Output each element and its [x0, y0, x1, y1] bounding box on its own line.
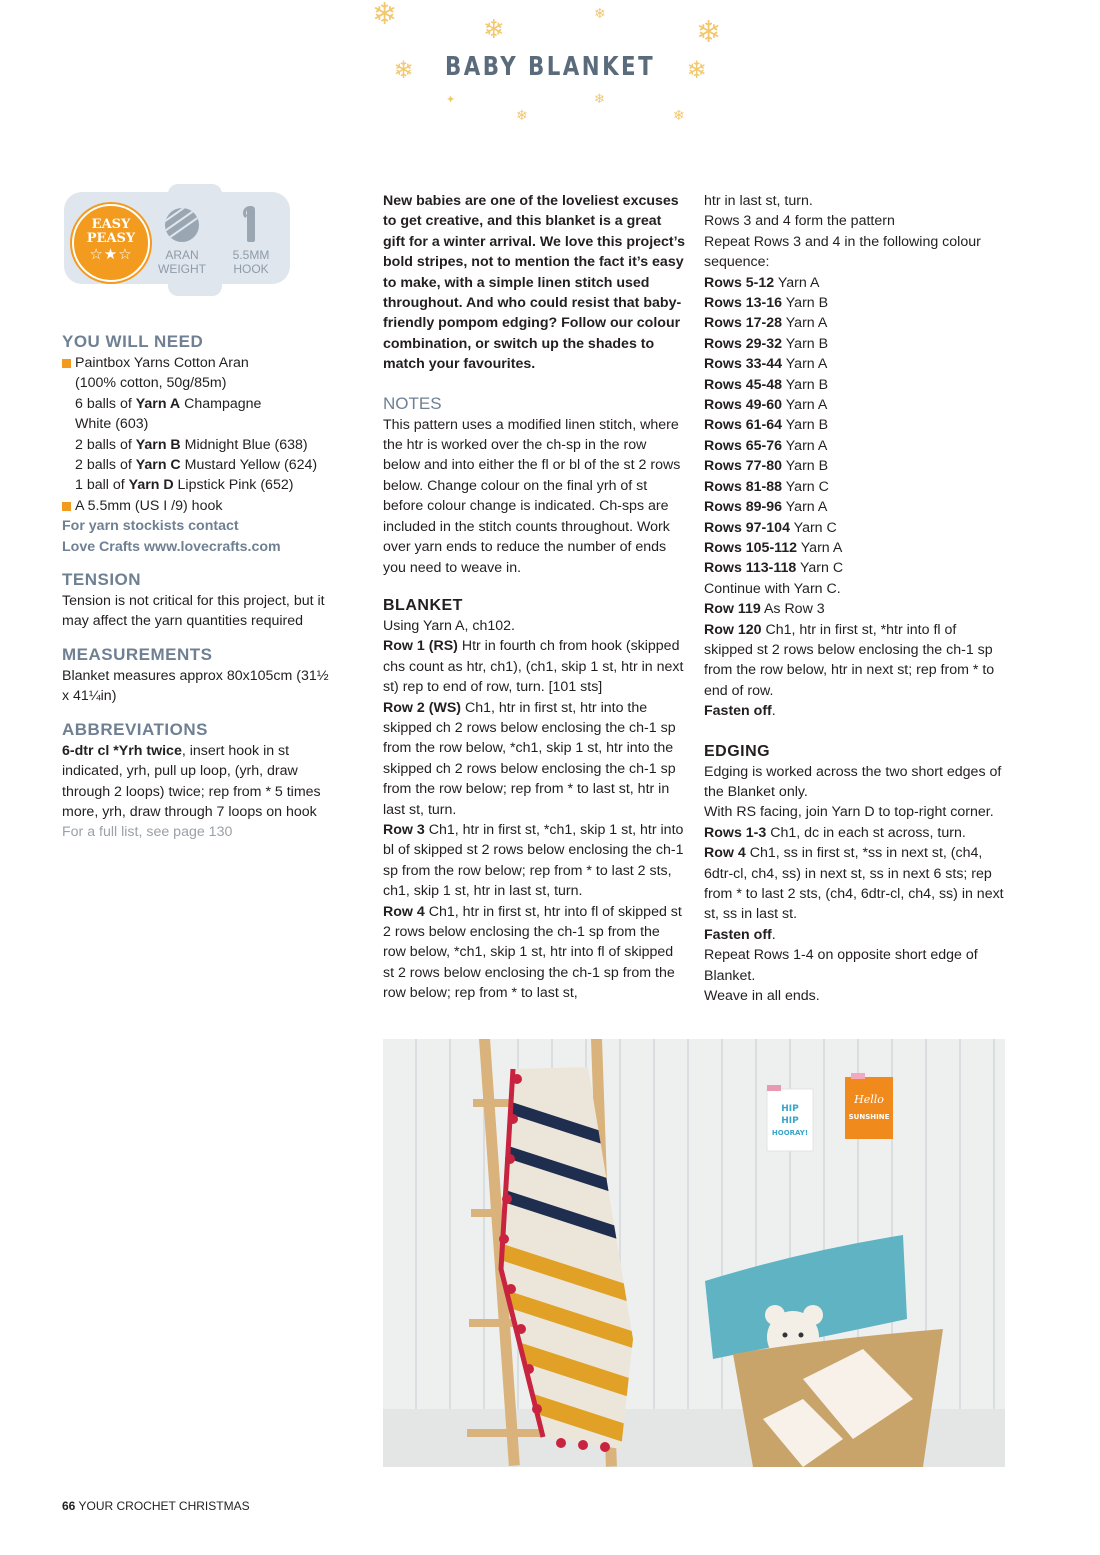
intro-text: New babies are one of the loveliest excuses to get creative, and this blanket is a great gift for a winter arrival. We love this project’s bold stripes, not to mention the fact it’s easy to make, with a simple linen stitch used throughout. And who could resist that baby-friendly pompom edging? Follow our colour combination, or switch up the shades to match your favourites.: [383, 193, 685, 373]
sequence-yarn: Yarn A: [797, 539, 843, 556]
colour-sequence-item: [704, 375, 1006, 395]
sequence-rows: Rows 97-104: [704, 519, 790, 536]
page-header: [0, 52, 1100, 85]
yarn-detail: (100% cotton, 50g/85m): [75, 375, 227, 392]
sequence-rows: Rows 89-96: [704, 499, 783, 516]
row-1: [383, 636, 685, 697]
hook-size: [224, 206, 278, 276]
colour-sequence-item: [704, 558, 1006, 578]
sequence-yarn: Yarn C: [782, 478, 829, 495]
row-4: [383, 902, 685, 1004]
sequence-yarn: Yarn A: [782, 356, 828, 373]
row-instructions: As Row 3: [760, 601, 825, 618]
materials-list-item: [62, 353, 330, 496]
snowflake-icon: ✦: [446, 94, 456, 106]
hook-size-line1: 5.5MM: [232, 248, 270, 262]
sequence-yarn: Yarn C: [796, 560, 844, 577]
stockists-line1: For yarn stockists contact: [62, 518, 239, 535]
yarn-b-colour: Midnight Blue (638): [180, 436, 308, 453]
blanket-scene-illustration: [383, 1039, 1005, 1467]
sequence-yarn: Yarn A: [774, 274, 820, 291]
sequence-yarn: Yarn A: [782, 315, 828, 332]
yarn-a-colour: Champagne: [180, 395, 262, 412]
sequence-rows: Rows 113-118: [704, 560, 797, 577]
sequence-rows: Rows 77-80: [704, 458, 783, 475]
sequence-yarn: Yarn A: [782, 397, 828, 414]
snowflake-icon: ❄: [372, 0, 398, 31]
crochet-hook-icon: [247, 206, 255, 242]
snowflake-icon: ❄: [594, 91, 605, 106]
sequence-rows: Rows 33-44: [704, 356, 783, 373]
sequence-rows: Rows 13-16: [704, 295, 783, 312]
sequence-yarn: Yarn B: [782, 295, 829, 312]
abbreviations-heading: ABBREVIATIONS: [62, 719, 208, 739]
sequence-yarn: Yarn B: [782, 335, 829, 352]
row-120: [704, 620, 1006, 702]
row-label: Row 1 (RS): [383, 638, 458, 655]
row-label: Row 4: [704, 845, 746, 862]
row-119: [704, 599, 1006, 619]
colour-sequence-item: [704, 518, 1006, 538]
fasten-off-label: Fasten off: [704, 703, 772, 720]
colour-sequence-item: [704, 293, 1006, 313]
row-label: Rows 1-3: [704, 824, 767, 841]
sidebar-info: [62, 331, 330, 843]
abbreviation-term: 6-dtr cl *Yrh twice: [62, 742, 182, 759]
row-instructions: Ch1, htr in first st, htr into fl of skipped st 2 rows below enclosing the ch-1 sp from the row below, *ch1, skip 1 st, htr into fl of skipped st 2 rows below enclosing the ch-1 sp from the row below; rep from * to last st,: [383, 903, 682, 1002]
yarn-b-name: Yarn B: [135, 436, 181, 453]
difficulty-line1: EASY: [91, 217, 131, 232]
sequence-rows: Rows 61-64: [704, 417, 783, 434]
snowflake-icon: ❄: [483, 14, 505, 44]
snowflake-icon: ❄: [696, 16, 722, 49]
sequence-rows: Rows 17-28: [704, 315, 783, 332]
snowflake-icon: ❄: [686, 57, 707, 85]
blanket-heading: BLANKET: [383, 596, 463, 614]
row-3: [383, 820, 685, 902]
yarn-a-qty: 6 balls of: [75, 395, 136, 412]
card-text: HIP: [781, 1104, 799, 1114]
yarn-weight-line2: WEIGHT: [158, 262, 206, 276]
edging-join: With RS facing, join Yarn D to top-right corner.: [704, 804, 994, 821]
page-number: 66: [62, 1499, 76, 1513]
row-label: Row 3: [383, 821, 425, 838]
page-footer: [62, 1499, 250, 1513]
tension-heading: TENSION: [62, 570, 142, 590]
tension-text: Tension is not critical for this project, but it may affect the yarn quantities required: [62, 593, 325, 630]
pattern-form-note: Rows 3 and 4 form the pattern: [704, 213, 895, 230]
difficulty-line2: PEASY: [86, 231, 136, 246]
materials-list-item: A 5.5mm (US I /9) hook: [62, 496, 330, 516]
colour-sequence-item: [704, 456, 1006, 476]
sequence-rows: Rows 49-60: [704, 397, 783, 414]
star-rating-icon: ☆★☆: [89, 246, 133, 263]
edging-rows-1-3: [704, 823, 1006, 843]
hook-size-line2: HOOK: [233, 262, 269, 276]
measurements-text: Blanket measures approx 80x105cm (31½ x 41¼in): [62, 667, 329, 705]
yarn-a-name: Yarn A: [135, 395, 181, 412]
yarn-c-qty: 2 balls of: [75, 457, 136, 474]
pattern-column-2: [704, 191, 1006, 1006]
punctuation: .: [771, 703, 776, 720]
continue-note: Continue with Yarn C.: [704, 580, 841, 597]
colour-sequence-item: [704, 477, 1006, 497]
sequence-rows: Rows 45-48: [704, 376, 783, 393]
fasten-off-edging: [704, 925, 1006, 945]
snowflake-icon: ❄: [594, 5, 606, 21]
notes-heading: NOTES: [383, 393, 442, 413]
difficulty-badge: [72, 204, 150, 282]
colour-sequence-item: [704, 395, 1006, 415]
sequence-yarn: Yarn B: [782, 376, 829, 393]
sequence-yarn: Yarn B: [782, 458, 829, 475]
colour-sequence-item: [704, 538, 1006, 558]
row-instructions: Ch1, ss in first st, *ss in next st, (ch4, 6dtr-cl, ch4, ss) in next st, ss in next 6 sts; rep from * to last 2 sts, (ch4, 6dtr-cl, ch4, ss) in next st, ss in last st.: [704, 845, 1004, 923]
row-instructions: Ch1, htr in first st, *ch1, skip 1 st, htr into bl of skipped st 2 rows below enclosing the ch-1 sp from the row below; rep from * to last 2 sts, ch1, skip 1 st, htr in last st, turn.: [383, 821, 684, 900]
sequence-yarn: Yarn C: [789, 519, 837, 536]
edging-heading: EDGING: [704, 742, 771, 760]
sequence-yarn: Yarn A: [782, 499, 828, 516]
yarn-d-qty: 1 ball of: [75, 477, 129, 494]
edging-row-4: [704, 843, 1006, 925]
yarn-d-colour: Lipstick Pink (652): [173, 477, 294, 494]
you-will-need-heading: YOU WILL NEED: [62, 332, 204, 351]
colour-sequence-item: [704, 334, 1006, 354]
yarn-a-line: [75, 394, 330, 414]
repeat-note: Repeat Rows 3 and 4 in the following colour sequence:: [704, 233, 981, 271]
edging-repeat: Repeat Rows 1-4 on opposite short edge of Blanket.: [704, 947, 978, 984]
sequence-rows: Rows 29-32: [704, 335, 783, 352]
punctuation: .: [771, 926, 776, 943]
stockists-link[interactable]: Love Crafts www.lovecrafts.com: [62, 538, 281, 555]
colour-sequence-item: [704, 313, 1006, 333]
sequence-yarn: Yarn B: [782, 417, 829, 434]
row-label: Row 120: [704, 621, 762, 638]
yarn-c-name: Yarn C: [135, 457, 181, 474]
colour-sequence-item: [704, 415, 1006, 435]
fasten-off-label: Fasten off: [704, 926, 772, 943]
yarn-d-name: Yarn D: [128, 477, 174, 494]
row-instructions: Ch1, dc in each st across, turn.: [766, 824, 966, 841]
card-text: HIP: [781, 1116, 799, 1126]
card-text: HOORAY!: [771, 1129, 809, 1137]
row-4-continued: htr in last st, turn.: [704, 193, 813, 209]
colour-sequence-item: [704, 436, 1006, 456]
blanket-start: Using Yarn A, ch102.: [383, 617, 515, 634]
yarn-brand: Paintbox Yarns Cotton Aran: [75, 355, 249, 371]
yarn-weight: [154, 208, 210, 276]
sequence-rows: Rows 65-76: [704, 437, 783, 454]
fasten-off-blanket: [704, 701, 1006, 721]
edging-intro: Edging is worked across the two short edges of the Blanket only.: [704, 763, 1002, 800]
sequence-rows: Rows 81-88: [704, 478, 783, 495]
card-text: SUNSHINE: [848, 1113, 890, 1121]
snowflake-icon: ❄: [393, 57, 414, 85]
sequence-yarn: Yarn A: [782, 437, 828, 454]
colour-sequence-list: [704, 273, 1006, 579]
row-2: [383, 698, 685, 820]
yarn-b-qty: 2 balls of: [75, 436, 136, 453]
yarn-a-colour-cont: White (603): [75, 416, 149, 433]
yarn-b-line: [75, 435, 330, 455]
magazine-title: YOUR CROCHET CHRISTMAS: [75, 1499, 250, 1513]
yarn-ball-icon: [165, 208, 199, 242]
row-label: Row 2 (WS): [383, 699, 462, 716]
row-instructions: Ch1, htr in first st, *htr into fl of skipped st 2 rows below enclosing the ch-1 sp from the row below, htr in next st; rep from * to end of row.: [704, 621, 995, 699]
yarn-d-line: [75, 475, 330, 495]
row-label: Row 119: [704, 601, 761, 618]
row-instructions: Htr in fourth ch from hook (skipped chs count as htr, ch1), (ch1, skip 1 st, htr in next st) rep to end of row, turn. [101 sts]: [383, 638, 684, 696]
sequence-rows: Rows 105-112: [704, 539, 798, 556]
abbreviation-entry: [62, 741, 330, 823]
snowflake-icon: ❄: [673, 107, 685, 123]
measurements-heading: MEASUREMENTS: [62, 644, 213, 664]
yarn-weight-line1: ARAN: [165, 248, 199, 262]
blanket-photo: [383, 1039, 1005, 1467]
yarn-c-line: [75, 455, 330, 475]
page-title: BABY BLANKET: [444, 52, 656, 82]
colour-sequence-item: [704, 273, 1006, 293]
pattern-column-1: [383, 191, 685, 1004]
edging-weave: Weave in all ends.: [704, 988, 820, 1005]
card-text: Hello: [854, 1093, 884, 1106]
row-instructions: Ch1, htr in first st, htr into the skipped ch 2 rows below enclosing the ch-1 sp from the row below, *ch1, skip 1 st, htr into the skipped ch 2 rows below enclosing the ch-1 sp from the row below; rep from * to last st, htr in last st, turn.: [383, 699, 676, 818]
abbreviations-page-ref: For a full list, see page 130: [62, 824, 233, 841]
colour-sequence-item: [704, 497, 1006, 517]
notes-text: This pattern uses a modified linen stitch, where the htr is worked over the ch-sp in the row below and into either the fl or bl of the st 2 rows below. Change colour on the final yrh of st before colour change is indicated. Ch-sps are included in the stitch counts throughout. Work over yarn ends to reduce the number of ends you need to weave in.: [383, 416, 681, 576]
row-label: Row 4: [383, 903, 425, 920]
sequence-rows: Rows 5-12: [704, 274, 775, 291]
abbreviation-definition: , insert hook in st indicated, yrh, pull up loop, (yrh, draw through 2 loops) twice; rep from * 5 times more, yrh, draw through 7 loops on hook: [62, 742, 321, 820]
colour-sequence-item: [704, 354, 1006, 374]
yarn-c-colour: Mustard Yellow (624): [180, 457, 318, 474]
snowflake-icon: ❄: [516, 107, 528, 123]
